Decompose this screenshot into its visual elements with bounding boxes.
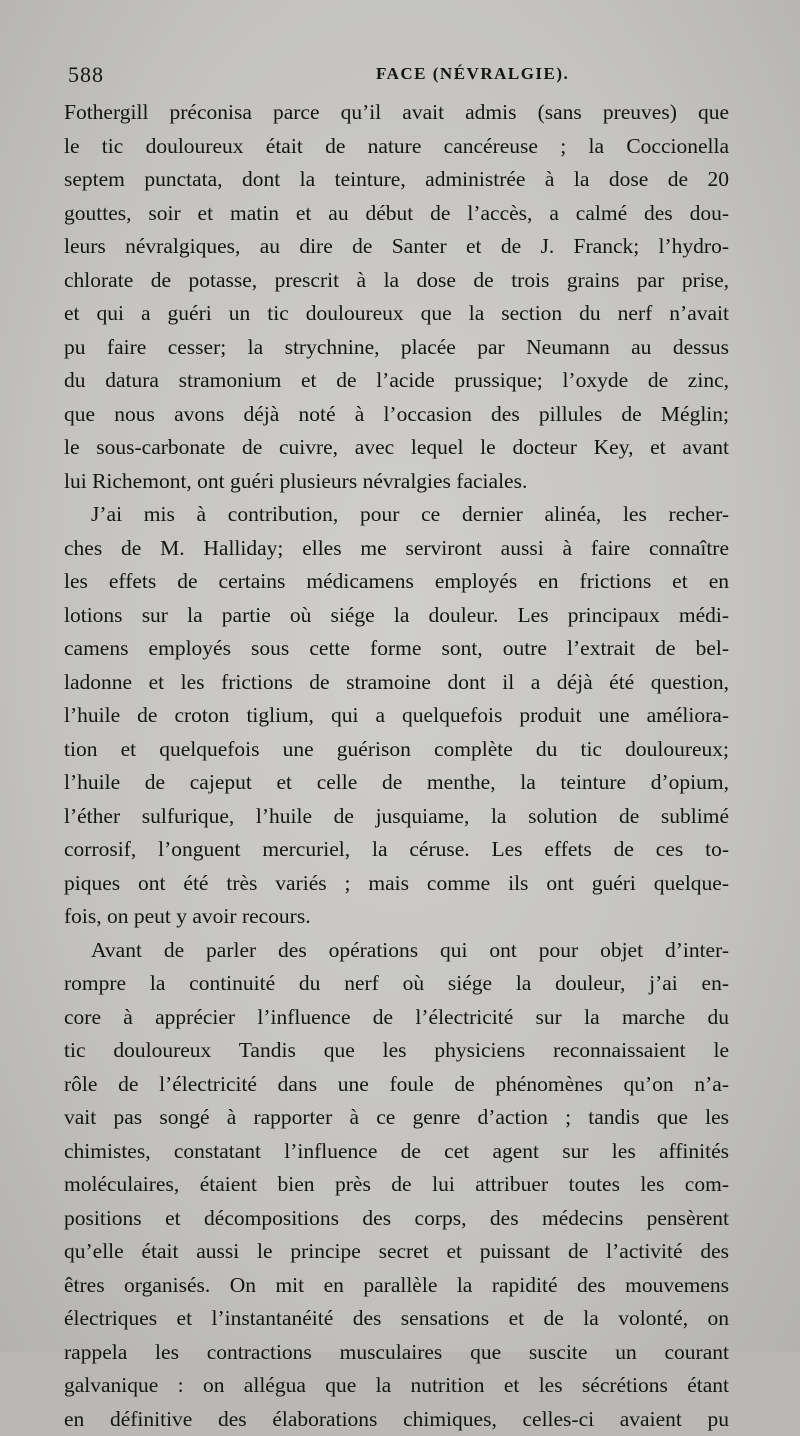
page-header (68, 62, 728, 92)
text-line: chimistes, constatant l’influence de cet agent sur les affinités (64, 1135, 729, 1169)
running-head: FACE (NÉVRALGIE). (376, 64, 569, 84)
text-line: l’huile de cajeput et celle de menthe, la teinture d’opium, (64, 766, 729, 800)
text-line: en définitive des élaborations chimiques, celles-ci avaient pu (64, 1403, 729, 1436)
text-line: et qui a guéri un tic douloureux que la section du nerf n’avait (64, 297, 729, 331)
text-line: piques ont été très variés ; mais comme ils ont guéri quelque- (64, 867, 729, 901)
text-line: leurs névralgiques, au dire de Santer et de J. Franck; l’hydro- (64, 230, 729, 264)
text-line: rôle de l’électricité dans une foule de phénomènes qu’on n’a- (64, 1068, 729, 1102)
text-line: J’ai mis à contribution, pour ce dernier alinéa, les recher- (64, 498, 729, 532)
text-line: corrosif, l’onguent mercuriel, la céruse. Les effets de ces to- (64, 833, 729, 867)
text-line: gouttes, soir et matin et au début de l’accès, a calmé des dou- (64, 197, 729, 231)
text-line: le sous-carbonate de cuivre, avec lequel le docteur Key, et avant (64, 431, 729, 465)
text-line: tion et quelquefois une guérison complète du tic douloureux; (64, 733, 729, 767)
text-line: pu faire cesser; la strychnine, placée par Neumann au dessus (64, 331, 729, 365)
text-line: vait pas songé à rapporter à ce genre d’action ; tandis que les (64, 1101, 729, 1135)
text-line: camens employés sous cette forme sont, outre l’extrait de bel- (64, 632, 729, 666)
text-line: l’huile de croton tiglium, qui a quelquefois produit une améliora- (64, 699, 729, 733)
text-line: l’éther sulfurique, l’huile de jusquiame, la solution de sublimé (64, 800, 729, 834)
text-line: galvanique : on allégua que la nutrition et les sécrétions étant (64, 1369, 729, 1403)
text-line: du datura stramonium et de l’acide prussique; l’oxyde de zinc, (64, 364, 729, 398)
text-line: tic douloureux Tandis que les physiciens reconnaissaient le (64, 1034, 729, 1068)
text-line: moléculaires, étaient bien près de lui attribuer toutes les com- (64, 1168, 729, 1202)
body-text (64, 96, 729, 1436)
text-line: Fothergill préconisa parce qu’il avait admis (sans preuves) que (64, 96, 729, 130)
text-line: lui Richemont, ont guéri plusieurs névralgies faciales. (64, 465, 729, 499)
text-line: Avant de parler des opérations qui ont pour objet d’inter- (64, 934, 729, 968)
text-line: septem punctata, dont la teinture, administrée à la dose de 20 (64, 163, 729, 197)
text-line: les effets de certains médicamens employés en frictions et en (64, 565, 729, 599)
text-line: qu’elle était aussi le principe secret et puissant de l’activité des (64, 1235, 729, 1269)
text-line: chlorate de potasse, prescrit à la dose de trois grains par prise, (64, 264, 729, 298)
text-line: électriques et l’instantanéité des sensations et de la volonté, on (64, 1302, 729, 1336)
text-line: lotions sur la partie où siége la douleur. Les principaux médi- (64, 599, 729, 633)
text-line: le tic douloureux était de nature cancéreuse ; la Coccionella (64, 130, 729, 164)
text-line: positions et décompositions des corps, des médecins pensèrent (64, 1202, 729, 1236)
text-line: fois, on peut y avoir recours. (64, 900, 729, 934)
text-line: ches de M. Halliday; elles me serviront aussi à faire connaître (64, 532, 729, 566)
text-line: êtres organisés. On mit en parallèle la rapidité des mouvemens (64, 1269, 729, 1303)
text-line: que nous avons déjà noté à l’occasion des pillules de Méglin; (64, 398, 729, 432)
text-line: rompre la continuité du nerf où siége la douleur, j’ai en- (64, 967, 729, 1001)
page-number: 588 (68, 62, 104, 88)
text-line: core à apprécier l’influence de l’électricité sur la marche du (64, 1001, 729, 1035)
text-line: rappela les contractions musculaires que suscite un courant (64, 1336, 729, 1370)
text-line: ladonne et les frictions de stramoine dont il a déjà été question, (64, 666, 729, 700)
